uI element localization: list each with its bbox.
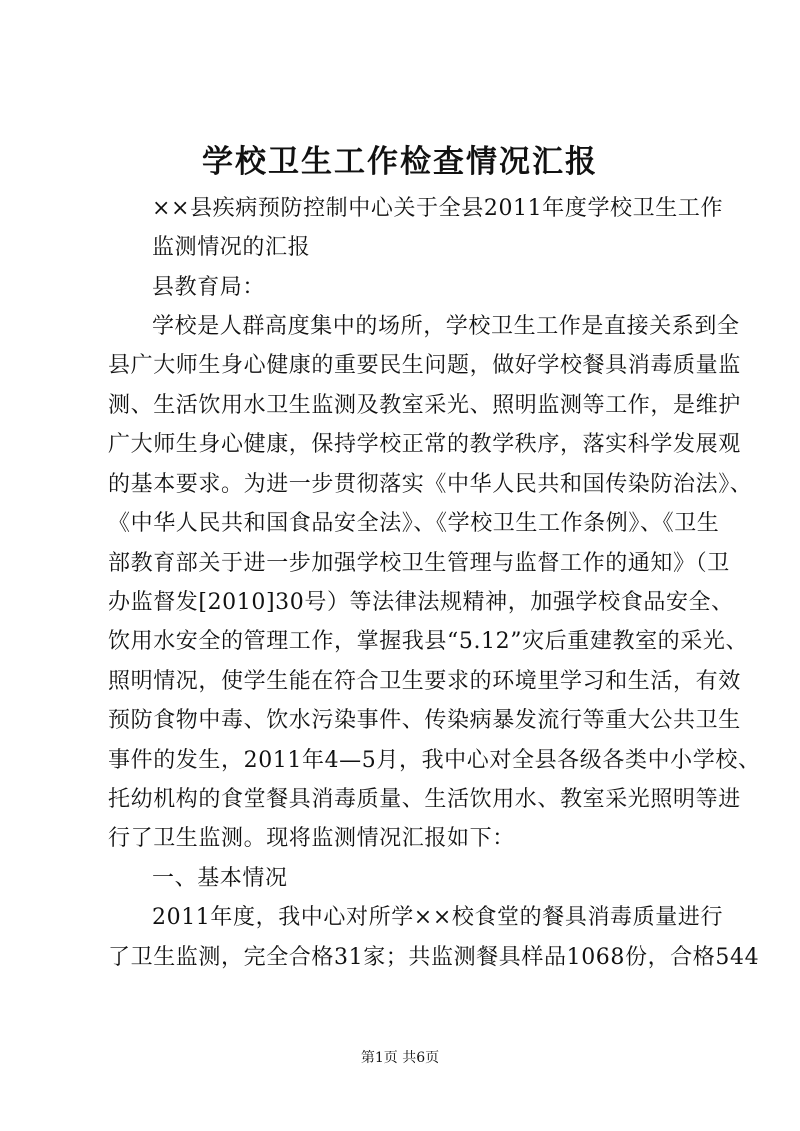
paragraph-line: 照明情况，使学生能在符合卫生要求的环境里学习和生活，有效 — [108, 669, 741, 694]
paragraph-line: 托幼机构的食堂餐具消毒质量、生活饮用水、教室采光照明等进 — [108, 787, 741, 812]
paragraph-line: 的基本要求。为进一步贯彻落实《中华人民共和国传染防治法》、 — [108, 472, 753, 497]
paragraph-line: 学校是人群高度集中的场所，学校卫生工作是直接关系到全 — [152, 314, 740, 339]
paragraph-line: 事件的发生，2011年4—5月，我中心对全县各级各类中小学校、 — [108, 748, 761, 773]
subtitle-line-2: 监测情况的汇报 — [152, 235, 311, 260]
paragraph-line: 《中华人民共和国食品安全法》、《学校卫生工作条例》、《卫生 — [108, 511, 720, 536]
paragraph-line: 县广大师生身心健康的重要民生问题，做好学校餐具消毒质量监 — [108, 353, 741, 378]
subtitle-line-1: ××县疾病预防控制中心关于全县2011年度学校卫生工作 — [152, 196, 724, 221]
page-number: 第1页 共6页 — [360, 1050, 440, 1066]
paragraph-line: 广大师生身心健康，保持学校正常的教学秩序，落实科学发展观 — [108, 432, 741, 457]
paragraph-line: 2011年度，我中心对所学××校食堂的餐具消毒质量进行 — [152, 905, 724, 930]
section-heading: 一、基本情况 — [152, 866, 288, 891]
paragraph-line: 部教育部关于进一步加强学校卫生管理与监督工作的通知》（卫 — [108, 551, 730, 576]
paragraph-line: 饮用水安全的管理工作，掌握我县“5.12”灾后重建教室的采光、 — [108, 629, 749, 654]
paragraph-line: 了卫生监测，完全合格31家；共监测餐具样品1068份，合格544 — [108, 945, 760, 970]
salutation: 县教育局： — [152, 275, 266, 300]
paragraph-line: 行了卫生监测。现将监测情况汇报如下： — [108, 826, 515, 851]
paragraph-line: 测、生活饮用水卫生监测及教室采光、照明监测等工作，是维护 — [108, 393, 741, 418]
paragraph-line: 预防食物中毒、饮水污染事件、传染病暴发流行等重大公共卫生 — [108, 708, 741, 733]
paragraph-line: 办监督发[2010]30号）等法律法规精神，加强学校食品安全、 — [108, 590, 734, 615]
document-title: 学校卫生工作检查情况汇报 — [202, 144, 598, 180]
